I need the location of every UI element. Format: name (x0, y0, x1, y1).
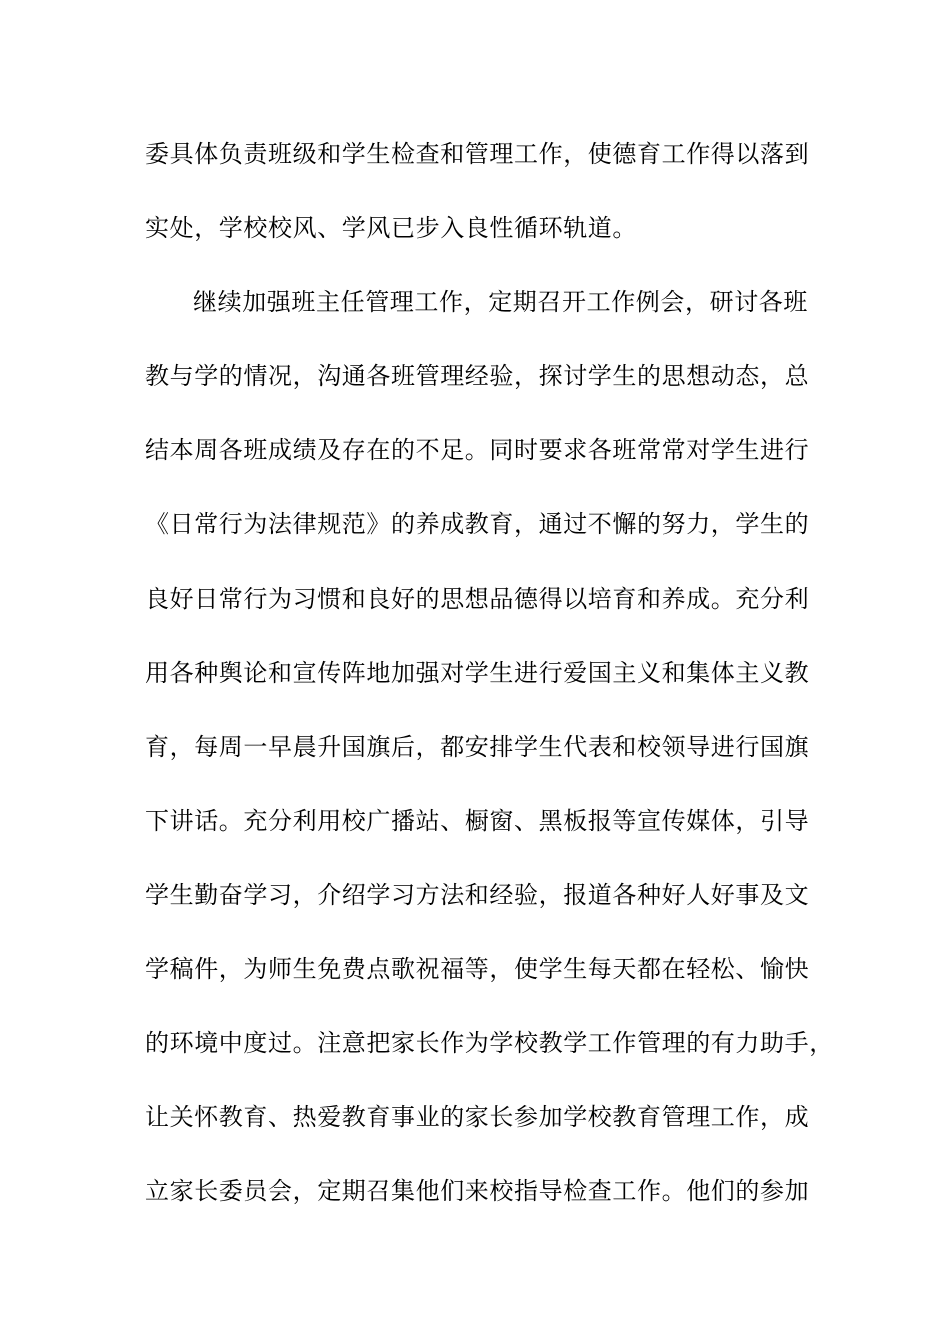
text-line: 委具体负责班级和学生检查和管理工作，使德育工作得以落到 (145, 140, 810, 168)
text-line: 育，每周一早晨升国旗后，都安排学生代表和校领导进行国旗 (145, 732, 810, 761)
body-text (145, 130, 834, 1241)
text-line: 下讲话。充分利用校广播站、橱窗、黑板报等宣传媒体，引导 (145, 806, 810, 835)
text-line: 良好日常行为习惯和良好的思想品德得以培育和养成。充分利 (145, 584, 810, 613)
text-line: 学生勤奋学习，介绍学习方法和经验，报道各种好人好事及文 (145, 880, 810, 909)
text-line: 立家长委员会，定期召集他们来校指导检查工作。他们的参加 (145, 1177, 810, 1206)
text-line: 学稿件，为师生免费点歌祝福等，使学生每天都在轻松、愉快 (145, 955, 810, 984)
paragraph-start-line: 继续加强班主任管理工作，定期召开工作例会，研讨各班 (193, 288, 808, 317)
text-line: 《日常行为法律规范》的养成教育，通过不懈的努力，学生的 (145, 510, 810, 539)
text-line: 的环境中度过。注意把家长作为学校教学工作管理的有力助手， (145, 1029, 834, 1058)
text-line: 实处，学校校风、学风已步入良性循环轨道。 (145, 214, 637, 243)
text-line: 用各种舆论和宣传阵地加强对学生进行爱国主义和集体主义教 (145, 658, 810, 687)
text-line: 结本周各班成绩及存在的不足。同时要求各班常常对学生进行 (145, 436, 810, 465)
text-line: 教与学的情况，沟通各班管理经验，探讨学生的思想动态，总 (145, 362, 810, 391)
text-line: 让关怀教育、热爱教育事业的家长参加学校教育管理工作，成 (145, 1103, 810, 1132)
